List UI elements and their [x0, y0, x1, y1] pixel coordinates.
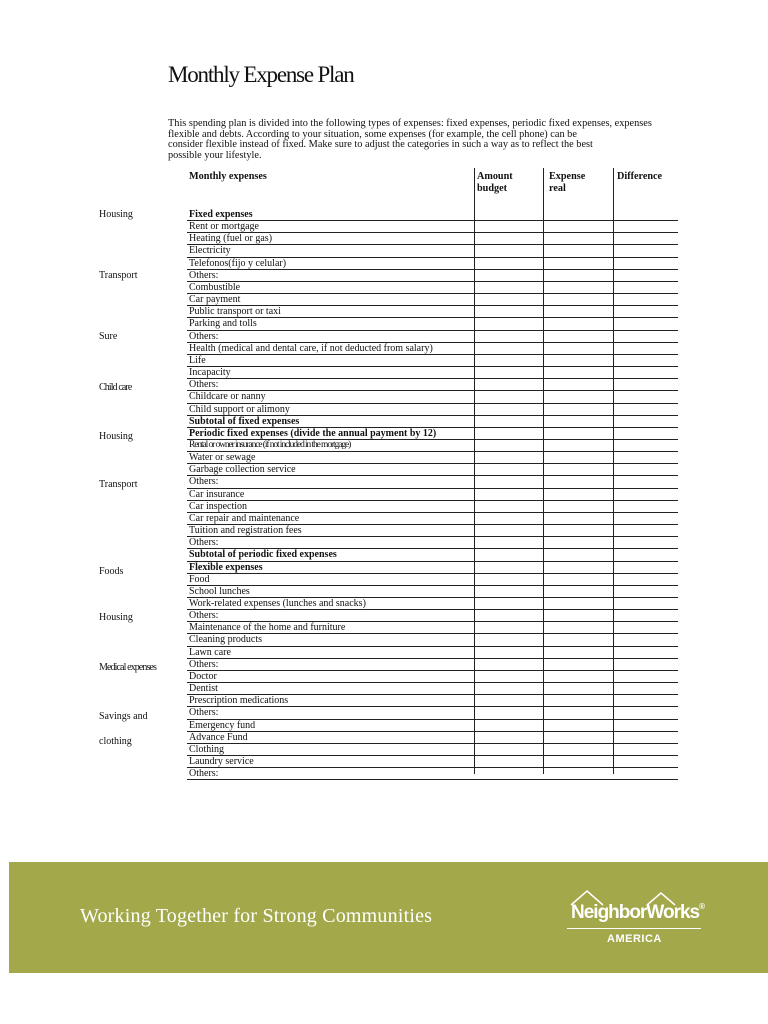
- row-label: Others:: [189, 768, 219, 780]
- header-real-line: real: [549, 183, 566, 194]
- table-row: [187, 720, 678, 732]
- row-label: Health (medical and dental care, if not deducted from salary): [189, 342, 433, 354]
- row-label: Rent or mortgage: [189, 221, 259, 233]
- row-label: Dentist: [189, 683, 218, 695]
- row-label: Tuition and registration fees: [189, 525, 302, 537]
- row-label: Others:: [189, 269, 219, 281]
- row-label: Cleaning products: [189, 634, 263, 646]
- table-header: [187, 168, 678, 209]
- row-label: Others:: [189, 658, 219, 670]
- header-amount-budget: [477, 171, 513, 195]
- row-label: Rental or owner insurance (if not included in the mortgage): [189, 439, 351, 450]
- header-monthly-expenses: Monthly expenses: [189, 171, 267, 182]
- row-label: Garbage collection service: [189, 464, 296, 476]
- row-label: Clothing: [189, 743, 225, 755]
- row-label: Flexible expenses: [189, 561, 263, 573]
- table-row: [187, 756, 678, 768]
- row-label: Public transport or taxi: [189, 306, 281, 318]
- table-row: [187, 476, 678, 488]
- table-row: [187, 671, 678, 683]
- category-housing-periodic: Housing: [99, 431, 133, 442]
- category-childcare: Child care: [99, 382, 132, 393]
- table-row: [187, 233, 678, 245]
- table-row: [187, 452, 678, 464]
- table-row: [187, 634, 678, 646]
- table-row: [187, 294, 678, 306]
- table-row: [187, 501, 678, 513]
- table-row: [187, 355, 678, 367]
- table-row: [187, 270, 678, 282]
- row-label: Heating (fuel or gas): [189, 233, 273, 245]
- table-row: [187, 562, 678, 574]
- footer-tagline: Working Together for Strong Communities: [80, 905, 433, 927]
- row-label: Child support or alimony: [189, 403, 290, 415]
- table-row: [187, 464, 678, 476]
- table-row: [187, 707, 678, 719]
- row-label: Emergency fund: [189, 719, 256, 731]
- table-row: [187, 622, 678, 634]
- row-label: Lawn care: [189, 646, 231, 658]
- table-row: [187, 367, 678, 379]
- row-label: Parking and tolls: [189, 318, 257, 330]
- column-divider: [543, 168, 544, 774]
- row-label: Life: [189, 354, 206, 366]
- header-budget-line: budget: [477, 183, 508, 194]
- intro-line: flexible and debts. According to your situation, some expenses (for example, the cell phone) can be: [168, 128, 577, 140]
- column-divider: [613, 168, 614, 774]
- category-transport-periodic: Transport: [99, 479, 138, 490]
- header-expense-line: Expense: [549, 171, 586, 182]
- table-row: [187, 683, 678, 695]
- logo-name: NeighborWorks: [571, 902, 700, 923]
- row-label: Childcare or nanny: [189, 391, 266, 403]
- row-label: Others:: [189, 476, 219, 488]
- table-row: [187, 598, 678, 610]
- row-label: Laundry service: [189, 756, 254, 768]
- row-label: Subtotal of fixed expenses: [189, 415, 300, 427]
- row-label: Food: [189, 573, 210, 585]
- row-label: Periodic fixed expenses (divide the annual payment by 12): [189, 427, 437, 439]
- row-label: Maintenance of the home and furniture: [189, 622, 346, 634]
- table-row: [187, 574, 678, 586]
- table-row: [187, 391, 678, 403]
- category-savings: Savings and: [99, 711, 148, 722]
- table-body: [187, 209, 678, 780]
- row-label: Fixed expenses: [189, 209, 253, 220]
- table-row: [187, 379, 678, 391]
- logo-subtitle: AMERICA: [607, 933, 662, 945]
- row-label: Others:: [189, 330, 219, 342]
- logo-wordmark: [571, 902, 704, 924]
- table-row: [187, 610, 678, 622]
- intro-line: This spending plan is divided into the following types of expenses: fixed expenses, periodic fixed expenses, expenses: [168, 118, 652, 129]
- table-row: [187, 306, 678, 318]
- category-medical: Medical expenses: [99, 662, 156, 673]
- row-label: Car insurance: [189, 488, 245, 500]
- table-row: [187, 489, 678, 501]
- table-row: [187, 245, 678, 257]
- header-amount-line: Amount: [477, 171, 513, 182]
- header-difference: Difference: [617, 171, 663, 182]
- intro-paragraph: [168, 119, 698, 162]
- table-row: [187, 695, 678, 707]
- table-row: [187, 343, 678, 355]
- column-divider: [474, 168, 475, 774]
- neighborworks-logo: [557, 888, 707, 954]
- row-label: Combustible: [189, 281, 241, 293]
- intro-line: possible your lifestyle.: [168, 150, 262, 162]
- row-label: Others:: [189, 537, 219, 549]
- table-row: [187, 209, 678, 221]
- row-label: School lunches: [189, 585, 250, 597]
- row-label: Advance Fund: [189, 731, 248, 743]
- table-row: [187, 768, 678, 780]
- logo-divider: [567, 928, 701, 929]
- table-row: [187, 525, 678, 537]
- row-label: Water or sewage: [189, 452, 256, 464]
- table-row: [187, 647, 678, 659]
- row-label: Others:: [189, 707, 219, 719]
- table-row: [187, 404, 678, 416]
- table-row: [187, 513, 678, 525]
- table-row: [187, 549, 678, 561]
- category-clothing: clothing: [99, 736, 132, 747]
- expense-table: [187, 168, 678, 780]
- table-row: [187, 331, 678, 343]
- row-label: Work-related expenses (lunches and snacks): [189, 598, 366, 609]
- category-housing-flexible: Housing: [99, 612, 133, 623]
- table-row: [187, 282, 678, 294]
- category-housing: Housing: [99, 209, 133, 220]
- category-sure: Sure: [99, 331, 118, 342]
- row-label: Others:: [189, 610, 219, 622]
- row-label: Car payment: [189, 294, 241, 306]
- table-row: [187, 428, 678, 440]
- table-row: [187, 440, 678, 452]
- row-label: Subtotal of periodic fixed expenses: [189, 549, 337, 561]
- row-label: Car inspection: [189, 500, 248, 512]
- row-label: Doctor: [189, 670, 217, 682]
- table-row: [187, 744, 678, 756]
- table-row: [187, 416, 678, 428]
- row-label: Prescription medications: [189, 695, 289, 707]
- row-label: Electricity: [189, 245, 231, 257]
- table-row: [187, 537, 678, 549]
- row-label: Car repair and maintenance: [189, 512, 300, 524]
- footer-banner: [9, 862, 768, 973]
- table-row: [187, 732, 678, 744]
- table-row: [187, 258, 678, 270]
- category-foods: Foods: [99, 566, 124, 577]
- page-title: Monthly Expense Plan: [168, 62, 354, 87]
- header-expense-real: [549, 171, 585, 195]
- table-row: [187, 659, 678, 671]
- category-transport: Transport: [99, 270, 138, 281]
- row-label: Others:: [189, 379, 219, 391]
- table-row: [187, 221, 678, 233]
- intro-line: consider flexible instead of fixed. Make sure to adjust the categories in such a way as to reflect the best: [168, 139, 593, 151]
- row-label: Telefonos(fijo y celular): [189, 257, 287, 269]
- registered-mark: ®: [699, 902, 705, 911]
- row-label: Incapacity: [189, 367, 231, 379]
- table-row: [187, 318, 678, 330]
- table-row: [187, 586, 678, 598]
